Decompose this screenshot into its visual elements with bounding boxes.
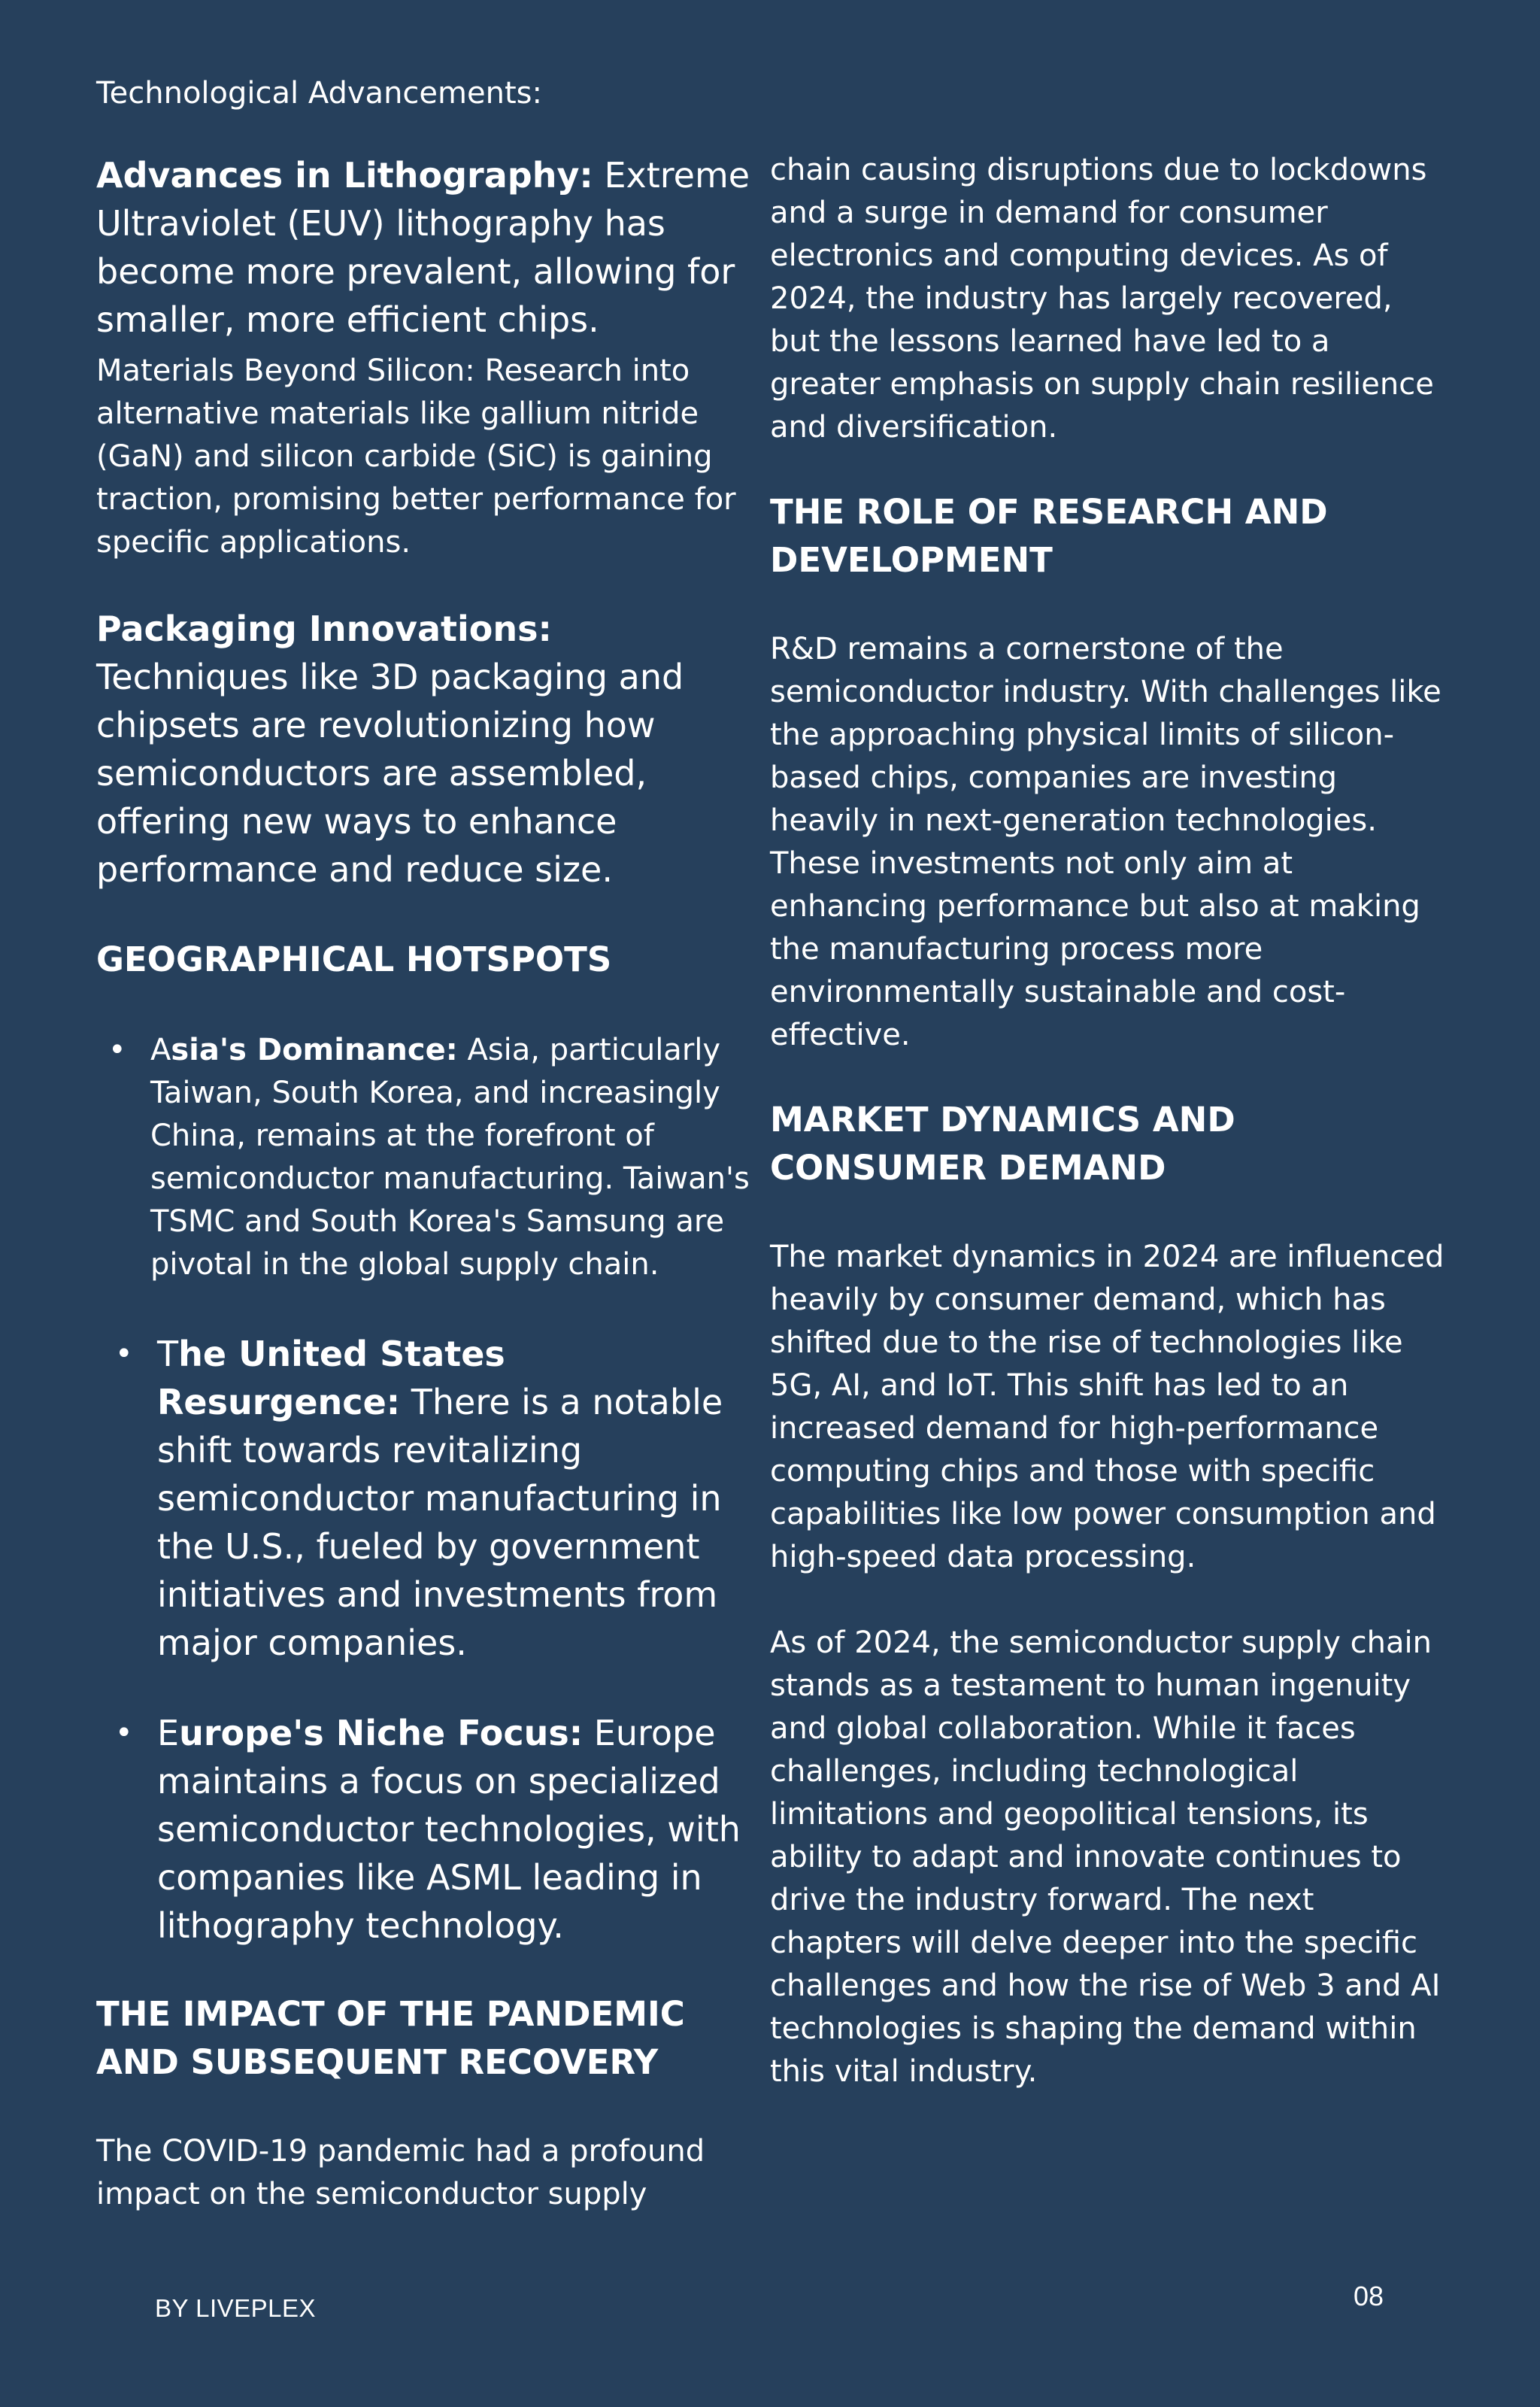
market-dynamics-heading: MARKET DYNAMICS AND CONSUMER DEMAND <box>770 1100 1235 1188</box>
right-column <box>770 149 1447 2093</box>
bullet-icon: • <box>108 1033 126 1067</box>
lithography-title: Advances in Lithography: <box>96 155 593 196</box>
list-item-asia <box>96 1029 750 1286</box>
asia-text: Asia, particularly Taiwan, South Korea, and increasingly China, remains at the forefront of semiconductor manufacturing. Taiwan's TSMC and South Korea's Samsung are pivotal in the global supply chain. <box>150 1033 750 1282</box>
packaging-title: Packaging Innovations: <box>96 609 552 649</box>
us-text: There is a notable shift towards revitalizing semiconductor manufacturing in the U.S., fueled by government initiatives and investments from major companies. <box>157 1382 723 1663</box>
bullet-icon: • <box>115 1337 133 1371</box>
footer-byline: BY LIVEPLEX <box>155 2294 317 2322</box>
europe-title: urope's Niche Focus: <box>179 1713 584 1753</box>
section-label: Technological Advancements: <box>96 76 542 111</box>
pandemic-heading: THE IMPACT OF THE PANDEMIC AND SUBSEQUENT RECOVERY <box>96 1994 685 2082</box>
packaging-text: Techniques like 3D packaging and chipsets are revolutionizing how semiconductors are assembled, offering new ways to enhance performance and reduce size. <box>96 657 684 890</box>
us-first-letter: T <box>157 1334 179 1374</box>
us-title: he United States Resurgence: <box>157 1334 505 1422</box>
asia-first-letter: A <box>150 1033 171 1067</box>
geographical-hotspots-heading: GEOGRAPHICAL HOTSPOTS <box>96 939 612 979</box>
left-column <box>96 72 750 2216</box>
list-item-europe <box>96 1709 750 1950</box>
hotspots-list <box>96 1029 750 1950</box>
conclusion-paragraph: As of 2024, the semiconductor supply chain stands as a testament to human ingenuity and global collaboration. While it faces challenges, including technological limitations and geopolitical tensions, its ability to adapt and innovate continues to drive the industry forward. The next chapters will delve deeper into the specific challenges and how the rise of Web 3 and AI technologies is shaping the demand within this vital industry. <box>770 1625 1441 2089</box>
list-item-united-states <box>96 1330 750 1667</box>
lithography-text: Extreme Ultraviolet (EUV) lithography has become more prevalent, allowing for smaller, more efficient chips. <box>96 155 750 340</box>
europe-text: Europe maintains a focus on specialized semiconductor technologies, with companies like ASML leading in lithography technology. <box>157 1713 741 1946</box>
asia-title: sia's Dominance: <box>171 1033 458 1067</box>
europe-first-letter: E <box>157 1713 180 1753</box>
materials-paragraph: Materials Beyond Silicon: Research into alternative materials like gallium nitride (GaN) and silicon carbide (SiC) is gaining traction, promising better performance for specific applications. <box>96 354 736 560</box>
lithography-paragraph <box>96 151 750 344</box>
research-development-paragraph: R&D remains a cornerstone of the semiconductor industry. With challenges like the approaching physical limits of silicon-based chips, companies are investing heavily in next-generation technologies. These investments not only aim at enhancing performance but also at making the manufacturing process more environmentally sustainable and cost-effective. <box>770 632 1441 1052</box>
continuation-paragraph: chain causing disruptions due to lockdowns and a surge in demand for consumer electronics and computing devices. As of 2024, the industry has largely recovered, but the lessons learned have led to a greater emphasis on supply chain resilience and diversification. <box>770 153 1434 445</box>
research-development-heading: THE ROLE OF RESEARCH AND DEVELOPMENT <box>770 492 1328 580</box>
market-dynamics-paragraph: The market dynamics in 2024 are influenced heavily by consumer demand, which has shifted due to the rise of technologies like 5G, AI, and IoT. This shift has led to an increased demand for high-performance computing chips and those with specific capabilities like low power consumption and high-speed data processing. <box>770 1240 1445 1574</box>
pandemic-paragraph: The COVID-19 pandemic had a profound impact on the semiconductor supply <box>96 2134 705 2211</box>
page-number: 08 <box>1354 2281 1384 2311</box>
packaging-paragraph <box>96 605 750 894</box>
bullet-icon: • <box>115 1716 133 1750</box>
